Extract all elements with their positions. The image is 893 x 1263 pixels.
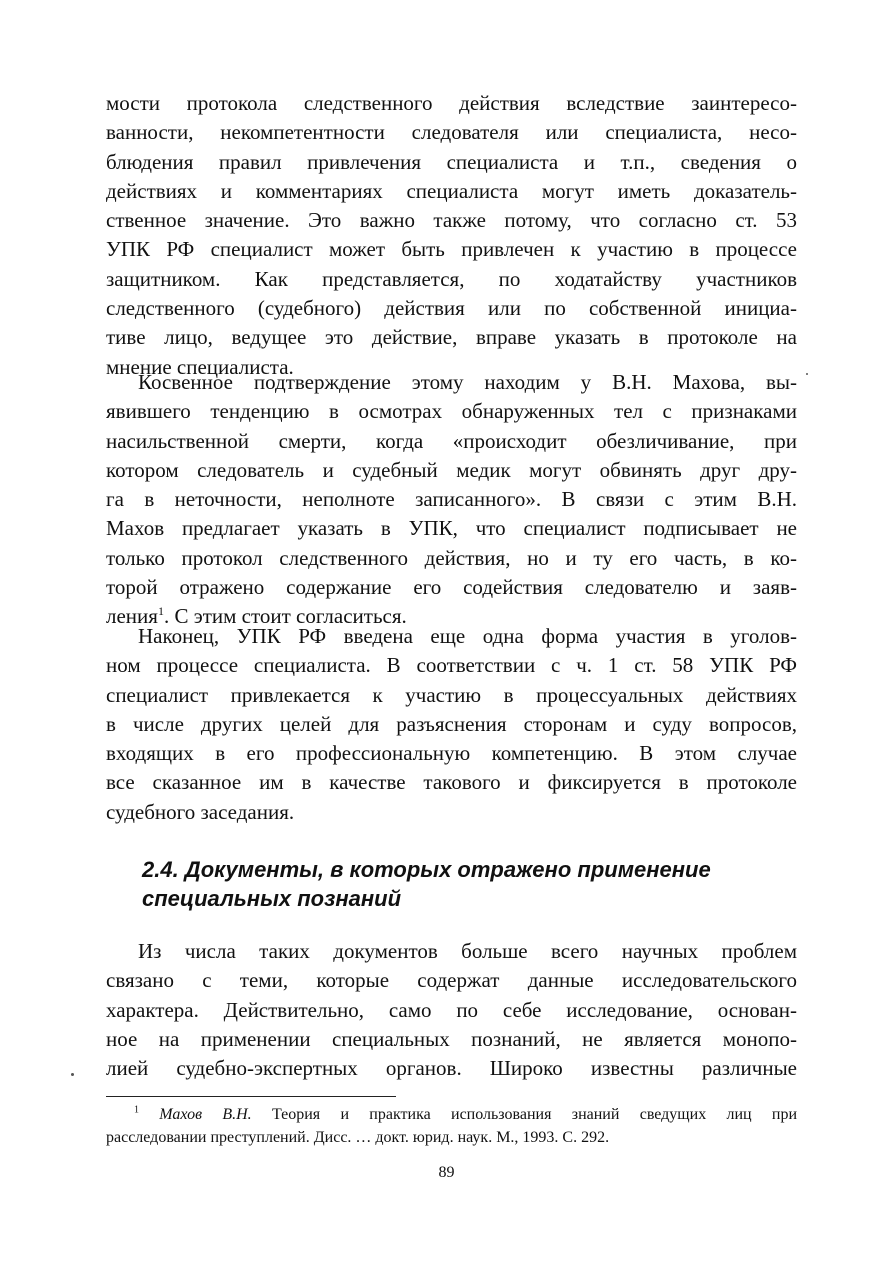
text-line: характера. Действительно, само по себе исследование, основан-: [106, 997, 797, 1022]
footnote-divider: [106, 1096, 396, 1097]
paragraph-1: [106, 89, 797, 382]
text-line: Махов предлагает указать в УПК, что специалист подписывает не: [106, 516, 797, 541]
text-fragment: ления: [106, 604, 158, 629]
text-line: блюдения правил привлечения специалиста и т.п., сведения о: [106, 149, 797, 174]
text-line: ственное значение. Это важно также потому, что согласно ст. 53: [106, 208, 797, 233]
text-line: только протокол следственного действия, но и ту его часть, в ко-: [106, 545, 797, 570]
text-line: насильственной смерти, когда «происходит обезличивание, при: [106, 428, 797, 453]
heading-line: 2.4. Документы, в которых отражено применение: [142, 857, 711, 882]
footnote-line: расследовании преступлений. Дисс. … докт. юрид. наук. М., 1993. С. 292.: [106, 1129, 610, 1146]
text-line: Из числа таких документов больше всего научных проблем: [138, 939, 797, 963]
text-line: ное на применении специальных познаний, не является монопо-: [106, 1026, 797, 1051]
footnote-reference[interactable]: 1: [157, 604, 164, 619]
scan-speck: [71, 1073, 74, 1076]
text-line: котором следователь и судебный медик могут обвинять друг дру-: [106, 457, 797, 482]
paragraph-3: [106, 622, 797, 827]
text-line: мости протокола следственного действия вследствие заинтересо-: [106, 91, 797, 115]
text-line: УПК РФ специалист может быть привлечен к участию в процессе: [106, 237, 797, 262]
text-line: входящих в его профессиональную компетенцию. В этом случае: [106, 741, 797, 766]
text-line: в числе других целей для разъяснения сторонам и суду вопросов,: [106, 711, 797, 736]
text-line: тиве лицо, ведущее это действие, вправе указать в протоколе на: [106, 325, 797, 350]
text-line: Косвенное подтверждение этому находим у В.Н. Махова, вы-: [138, 370, 797, 394]
paragraph-2: [106, 368, 797, 632]
scan-speck: [806, 373, 808, 375]
text-line: мнение специалиста.: [106, 354, 294, 379]
text-line: лией судебно-экспертных органов. Широко известны различные: [106, 1056, 797, 1081]
text-line: торой отражено содержание его содействия следователю и заяв-: [106, 575, 797, 600]
footnote-text: Теория и практика использования знаний сведущих лиц при: [251, 1106, 798, 1123]
footnote: [106, 1103, 797, 1149]
text-line: ванности, некомпетентности следователя или специалиста, несо-: [106, 120, 797, 145]
text-line: явившего тенденцию в осмотрах обнаруженных тел с признаками: [106, 399, 797, 424]
text-line: га в неточности, неполноте записанного». В связи с этим В.Н.: [106, 487, 797, 512]
section-heading: [142, 855, 802, 913]
text-line: судебного заседания.: [106, 799, 295, 824]
text-line: следственного (судебного) действия или по собственной инициа-: [106, 296, 797, 321]
text-line: Наконец, УПК РФ введена еще одна форма участия в уголов-: [138, 624, 797, 648]
text-line: специалист привлекается к участию в процессуальных действиях: [106, 682, 797, 707]
text-line: ном процессе специалиста. В соответствии с ч. 1 ст. 58 УПК РФ: [106, 653, 797, 678]
text-line: действиях и комментариях специалиста могут иметь доказатель-: [106, 178, 797, 203]
page-number: 89: [438, 1164, 455, 1181]
footnote-marker: 1: [134, 1104, 139, 1116]
text-line: защитником. Как представляется, по ходатайству участников: [106, 266, 797, 291]
footnote-author: Махов В.Н.: [159, 1106, 252, 1123]
section-paragraph: [106, 937, 797, 1083]
footnote-line: [106, 1103, 797, 1126]
text-fragment: . С этим стоит согласиться.: [163, 604, 407, 629]
text-line: все сказанное им в качестве такового и фиксируется в протоколе: [106, 770, 797, 795]
text-line: связано с теми, которые содержат данные исследовательского: [106, 968, 797, 993]
heading-line: специальных познаний: [142, 886, 402, 911]
